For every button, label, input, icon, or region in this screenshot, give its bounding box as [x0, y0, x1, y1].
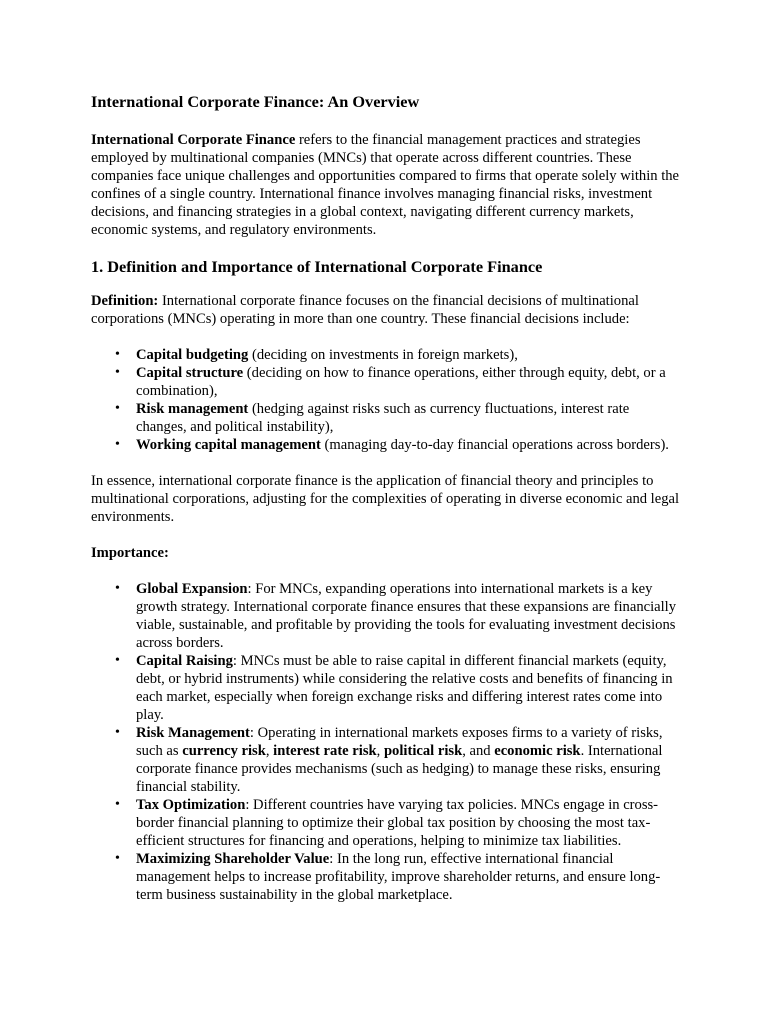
- importance-term: Risk Management: [136, 725, 250, 741]
- list-item: [136, 724, 681, 796]
- document-page: [91, 92, 681, 922]
- importance-text: : For MNCs, expanding operations into international markets is a key growth strategy. International corporate finance ensures that these expansions are financially viable, sustainable, and profitable by providing the tools for evaluating investment decisions across borders.: [136, 581, 677, 651]
- decision-text: (deciding on investments in foreign markets),: [248, 347, 518, 363]
- document-title: International Corporate Finance: An Overview: [91, 92, 420, 111]
- importance-term: Maximizing Shareholder Value: [136, 851, 330, 867]
- risk-term: interest rate risk: [273, 743, 377, 759]
- separator: ,: [265, 743, 274, 759]
- list-item: [136, 652, 681, 724]
- separator: , and: [462, 743, 495, 759]
- decisions-list: [91, 346, 681, 454]
- importance-text: : Different countries have varying tax policies. MNCs engage in cross-border financial planning to optimize their global tax position by choosing the most tax-efficient structures for financing and operations, helping to minimize tax liabilities.: [136, 797, 659, 849]
- decision-text: (managing day-to-day financial operations across borders).: [320, 437, 669, 453]
- importance-text: : In the long run, effective international financial management helps to increase profitability, improve shareholder returns, and ensure long-term business sustainability in the global marketplace.: [136, 851, 661, 903]
- list-item: [136, 400, 681, 436]
- importance-text: . International corporate finance provides mechanisms (such as hedging) to manage these risks, ensuring financial stability.: [136, 743, 663, 795]
- risk-term: currency risk: [182, 743, 266, 759]
- section-heading: 1. Definition and Importance of International Corporate Finance: [91, 257, 543, 276]
- importance-term: Global Expansion: [136, 581, 248, 597]
- risk-term: political risk: [383, 743, 463, 759]
- importance-label: Importance:: [91, 545, 169, 561]
- essence-paragraph: In essence, international corporate finance is the application of financial theory and principles to multinational corporations, adjusting for the complexities of operating in diverse economic and legal environments.: [91, 473, 680, 525]
- decision-term: Capital budgeting: [136, 347, 249, 363]
- decision-term: Working capital management: [136, 437, 321, 453]
- decision-term: Capital structure: [136, 365, 244, 381]
- list-item: [136, 436, 681, 454]
- definition-text: International corporate finance focuses on the financial decisions of multinational corporations (MNCs) operating in more than one country. These financial decisions include:: [91, 293, 639, 327]
- list-item: [136, 850, 681, 904]
- importance-heading: [91, 544, 681, 562]
- importance-text: : MNCs must be able to raise capital in different financial markets (equity, debt, or hybrid instruments) while considering the relative costs and benefits of financing in each market, especially when foreign exchange risks and differing interest rates come into play.: [136, 653, 673, 723]
- list-item: [136, 796, 681, 850]
- definition-label: Definition:: [91, 293, 159, 309]
- list-item: [136, 346, 681, 364]
- intro-term: International Corporate Finance: [91, 132, 296, 148]
- separator: ,: [376, 743, 384, 759]
- risk-term: economic risk: [494, 743, 581, 759]
- intro-text: refers to the financial management practices and strategies employed by multinational companies (MNCs) that operate across different countries. These companies face unique challenges and opportunities compared to firms that operate solely within the confines of a single country. International finance involves managing financial risks, investment decisions, and financing strategies in a global context, navigating different currency markets, economic systems, and regulatory environments.: [91, 132, 680, 238]
- intro-paragraph: [91, 131, 681, 239]
- decision-text: (hedging against risks such as currency fluctuations, interest rate changes, and political instability),: [136, 401, 630, 435]
- decision-term: Risk management: [136, 401, 249, 417]
- definition-paragraph: [91, 292, 681, 328]
- list-item: [136, 364, 681, 400]
- importance-list: [91, 580, 681, 904]
- importance-term: Capital Raising: [136, 653, 233, 669]
- decision-text: (deciding on how to finance operations, either through equity, debt, or a combination),: [136, 365, 666, 399]
- importance-text: : Operating in international markets exposes firms to a variety of risks, such as: [136, 725, 663, 759]
- list-item: [136, 580, 681, 652]
- importance-term: Tax Optimization: [136, 797, 246, 813]
